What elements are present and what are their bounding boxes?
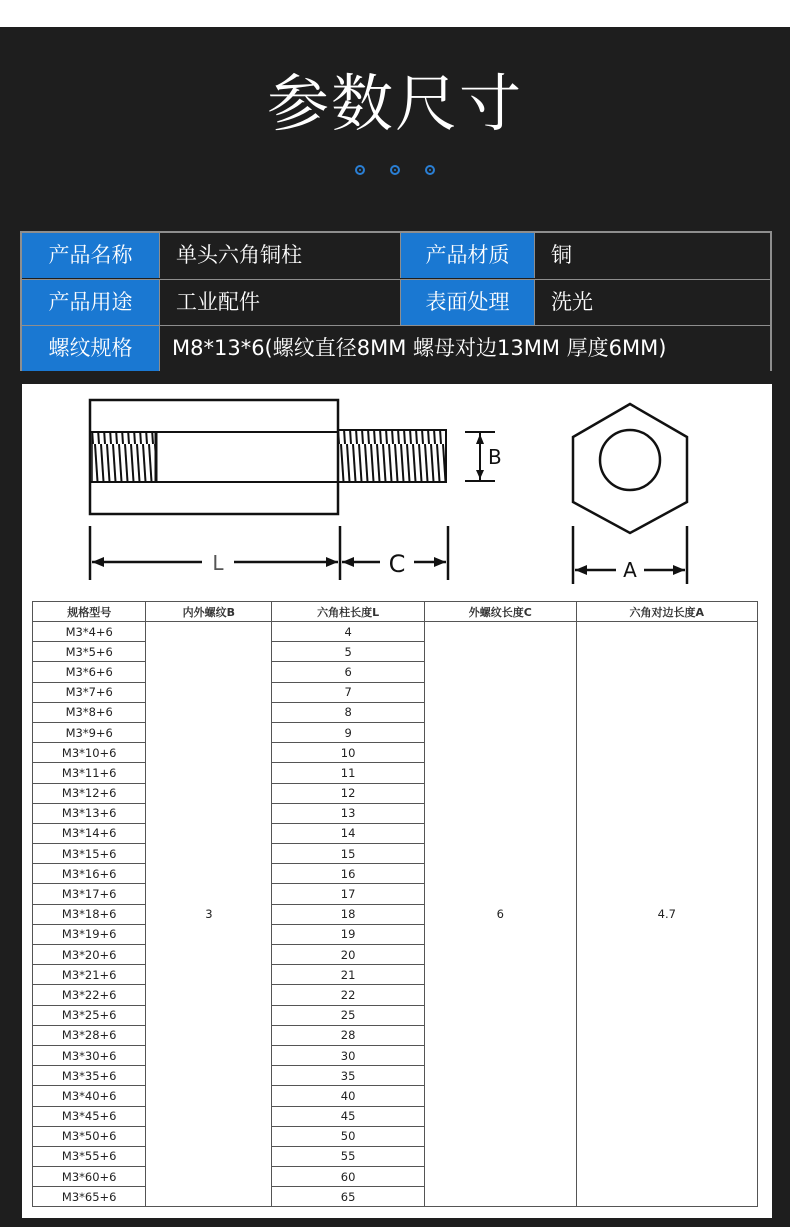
model-cell: M3*5+6 (33, 642, 146, 662)
model-cell: M3*14+6 (33, 823, 146, 843)
length-cell: 16 (272, 864, 425, 884)
label-a: A (623, 558, 637, 582)
info-row (22, 325, 770, 371)
standoff-diagram (22, 384, 772, 599)
length-cell: 15 (272, 844, 425, 864)
info-label: 产品用途 (22, 280, 159, 325)
model-cell: M3*65+6 (33, 1187, 146, 1207)
model-cell: M3*7+6 (33, 682, 146, 702)
length-cell: 25 (272, 1005, 425, 1025)
info-label: 螺纹规格 (22, 326, 159, 371)
length-cell: 35 (272, 1066, 425, 1086)
table-header-row (33, 602, 758, 622)
circle-dot-icon (355, 165, 365, 175)
model-cell: M3*60+6 (33, 1167, 146, 1187)
info-row (22, 279, 770, 325)
model-cell: M3*22+6 (33, 985, 146, 1005)
label-l: L (212, 551, 224, 575)
thread-b-cell: 3 (146, 622, 272, 1207)
length-cell: 60 (272, 1167, 425, 1187)
length-cell: 22 (272, 985, 425, 1005)
circle-dot-icon (390, 165, 400, 175)
label-c: C (388, 550, 406, 578)
length-cell: 65 (272, 1187, 425, 1207)
info-label: 表面处理 (400, 280, 534, 325)
model-cell: M3*4+6 (33, 622, 146, 642)
length-cell: 6 (272, 662, 425, 682)
model-cell: M3*40+6 (33, 1086, 146, 1106)
model-cell: M3*55+6 (33, 1146, 146, 1166)
length-cell: 11 (272, 763, 425, 783)
model-cell: M3*13+6 (33, 803, 146, 823)
circle-dot-icon (425, 165, 435, 175)
model-cell: M3*6+6 (33, 662, 146, 682)
internal-thread-shape (92, 432, 156, 482)
length-cell: 10 (272, 743, 425, 763)
length-cell: 50 (272, 1126, 425, 1146)
column-header: 内外螺纹B (146, 602, 272, 622)
model-cell: M3*15+6 (33, 844, 146, 864)
length-cell: 12 (272, 783, 425, 803)
column-header: 规格型号 (33, 602, 146, 622)
table-row (33, 622, 758, 642)
column-header: 六角对边长度A (576, 602, 757, 622)
info-label: 产品材质 (400, 233, 534, 278)
column-header: 外螺纹长度C (424, 602, 576, 622)
top-white-strip (0, 0, 790, 27)
external-thread-shape (338, 430, 446, 482)
info-value: 洗光 (534, 280, 770, 325)
length-cell: 18 (272, 904, 425, 924)
model-cell: M3*9+6 (33, 722, 146, 742)
model-cell: M3*35+6 (33, 1066, 146, 1086)
model-cell: M3*50+6 (33, 1126, 146, 1146)
model-cell: M3*18+6 (33, 904, 146, 924)
length-cell: 13 (272, 803, 425, 823)
model-cell: M3*16+6 (33, 864, 146, 884)
product-info-table (20, 231, 772, 371)
length-cell: 28 (272, 1025, 425, 1045)
spec-table (32, 601, 758, 1207)
info-label: 产品名称 (22, 233, 159, 278)
label-b: B (488, 445, 502, 469)
length-cell: 14 (272, 823, 425, 843)
model-cell: M3*21+6 (33, 965, 146, 985)
length-cell: 17 (272, 884, 425, 904)
info-row (22, 233, 770, 278)
length-cell: 21 (272, 965, 425, 985)
hole-circle-shape (600, 430, 660, 490)
length-cell: 19 (272, 924, 425, 944)
model-cell: M3*28+6 (33, 1025, 146, 1045)
model-cell: M3*10+6 (33, 743, 146, 763)
model-cell: M3*17+6 (33, 884, 146, 904)
info-value: 铜 (534, 233, 770, 278)
length-cell: 8 (272, 702, 425, 722)
length-cell: 30 (272, 1045, 425, 1065)
length-cell: 40 (272, 1086, 425, 1106)
info-value: 单头六角铜柱 (159, 233, 400, 278)
length-cell: 5 (272, 642, 425, 662)
model-cell: M3*12+6 (33, 783, 146, 803)
info-value: 工业配件 (159, 280, 400, 325)
model-cell: M3*30+6 (33, 1045, 146, 1065)
model-cell: M3*20+6 (33, 945, 146, 965)
model-cell: M3*8+6 (33, 702, 146, 722)
length-cell: 20 (272, 945, 425, 965)
spec-panel (22, 384, 772, 1218)
length-cell: 9 (272, 722, 425, 742)
model-cell: M3*19+6 (33, 924, 146, 944)
column-header: 六角柱长度L (272, 602, 425, 622)
length-cell: 55 (272, 1146, 425, 1166)
decorative-dots (0, 160, 790, 179)
model-cell: M3*45+6 (33, 1106, 146, 1126)
spec-table-body (33, 622, 758, 1207)
hex-a-cell: 4.7 (576, 622, 757, 1207)
length-cell: 4 (272, 622, 425, 642)
model-cell: M3*11+6 (33, 763, 146, 783)
thread-c-cell: 6 (424, 622, 576, 1207)
info-value: M8*13*6(螺纹直径8MM 螺母对边13MM 厚度6MM) (159, 326, 770, 371)
model-cell: M3*25+6 (33, 1005, 146, 1025)
length-cell: 7 (272, 682, 425, 702)
page-title: 参数尺寸 (266, 67, 523, 140)
length-cell: 45 (272, 1106, 425, 1126)
